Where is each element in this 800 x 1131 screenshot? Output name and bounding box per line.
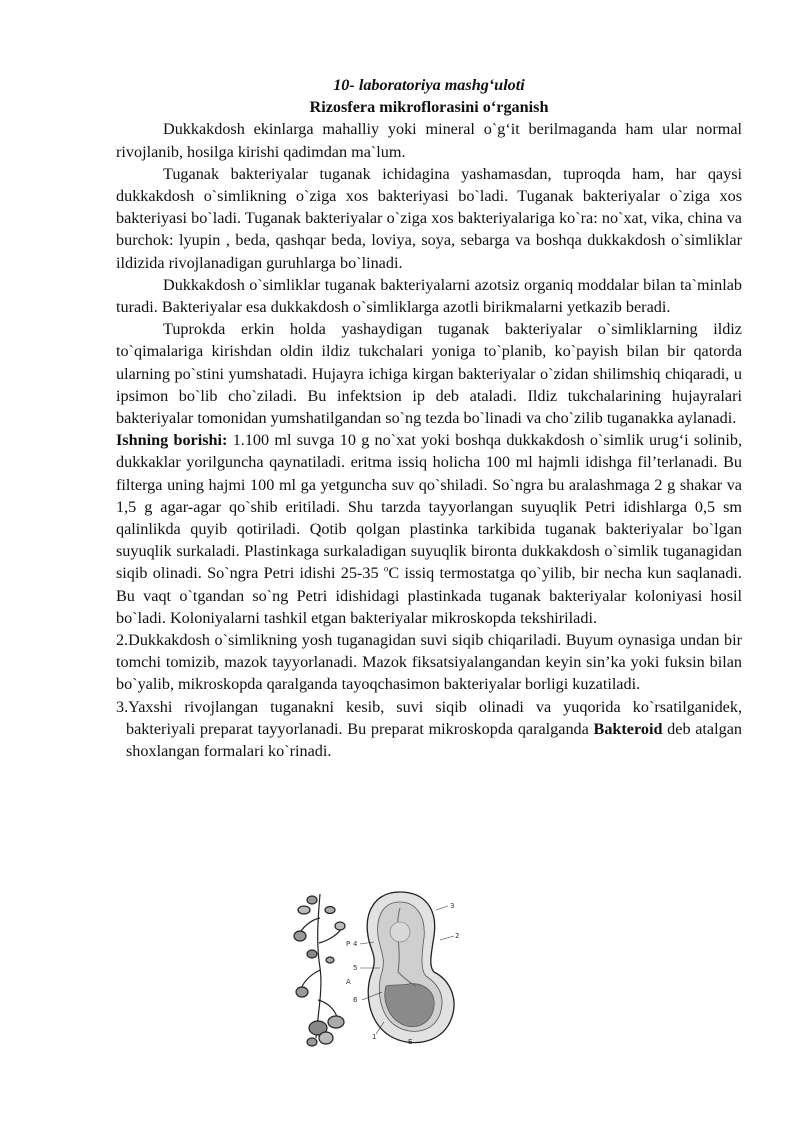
paragraph-3: Dukkakdosh o`simliklar tuganak bakteriyalarni azotsiz organiq moddalar bilan ta`minlab turadi. Bakteriyalar esa dukkakdosh o`simliklarga azotli birikmalarni yetkazib beradi. <box>116 275 742 317</box>
figure-label-r: Р <box>346 940 351 948</box>
paragraph-step-3 <box>116 696 742 763</box>
paragraph-2: Tuganak bakteriyalar tuganak ichidagina yashamasdan, tuproqda ham, har qaysi dukkakdosh o`simlikning o`ziga xos bakteriyasi bo`ladi. Tuganak bakteriyalar o`ziga xos bakteriyasi bo`ladi. Tuganak bakteriyalar o`ziga xos bakteriyalariga ko`ra: no`xat, vika, china va burchok: lyupin , beda, qashqar beda, loviya, soya, sebarga va boshqa dukkakdosh o`simliklar ildizida rivojlanadigan guruhlarga bo`linadi. <box>116 164 742 272</box>
lab-title: 10- laboratoriya mashg‘uloti <box>333 76 525 94</box>
document-body <box>116 74 742 762</box>
figure-label-a: А <box>346 978 351 986</box>
root-nodule-figure <box>290 888 470 1054</box>
nodule-section-drawing <box>346 892 459 1046</box>
figure-label-5: 5 <box>353 964 358 972</box>
procedure-text-b: C issiq termostatga qo`yilib, bir necha kun saqlanadi. Bu vaqt o`tgandan so`ng Petri idishidagi plastinkada tuganak bakteriyalar koloniyasi hosil bo`ladi. Koloniyalarni tashkil etgan bakteriyalar mikroskopda tekshiriladi. <box>116 564 742 627</box>
paragraph-step-2: 2.Dukkakdosh o`simlikning yosh tuganagidan suvi siqib chiqariladi. Buyum oynasiga undan bir tomchi tomizib, mazok tayyorlanadi. Mazok fiksatsiyalangandan keyin sin’ka yoki fuksin bilan bo`yalib, mikroskopda qaralganda tayoqchasimon bakteriyalar borligi kuzatiladi. <box>116 631 742 694</box>
lab-subtitle: Rizosfera mikroflorasini o‘rganish <box>309 98 549 117</box>
procedure-label: Ishning borishi: <box>116 431 228 450</box>
bakteroid-term: Bakteroid <box>593 719 663 738</box>
figure-label-4: 4 <box>353 940 358 948</box>
procedure-text-a: 1.100 ml suvga 10 g no`xat yoki boshqa dukkakdosh o`simlik urug‘i solinib, dukkaklar yorilguncha qaynatiladi. eritma issiq holicha 100 ml hajmli idishga fil’terlanadi. Bu filterga uning hajmi 100 ml ga yetguncha suv qo`shiladi. So`ngra bu aralashmaga 2 g shakar va 1,5 g agar-agar qo`shib eritiladi. Shu tarzda tayyorlangan suyuqlik Petri idishlarga 0,5 sm qalinlikda quyib qotiriladi. Qotib qolgan plastinka tarkibida tuganak bakteriyalar bo`lgan suyuqlik surkaladi. Plastinkaga surkaladigan suyuqlik bironta dukkakdosh o`simlik tuganagidan siqib olinadi. So`ngra Petri idishi 25-35 <box>116 431 742 583</box>
figure-label-b: Б <box>408 1038 413 1046</box>
paragraph-4: Tuprokda erkin holda yashaydigan tuganak bakteriyalar o`simliklarning ildiz to`qimalariga kirishdan oldin ildiz tukchalari yoniga to`planib, ko`payish bilan bir qatorda ularning po`stini yumshatadi. Hujayra ichiga kirgan bakteriyalar o`zidan shilimshiq chiqaradi, u ipsimon bo`lib cho`ziladi. Bu infektsion ip deb ataladi. Ildiz tukchalarining hujayralari bakteriyalar tomonidan yumshatilgandan so`ng tezda bo`linadi va cho`zilib tuganakka aylanadi. <box>116 320 742 428</box>
figure-label-6: 6 <box>353 996 358 1004</box>
figure-label-2: 2 <box>455 932 460 940</box>
figure-label-1: 1 <box>372 1033 377 1041</box>
paragraph-1: Dukkakdosh ekinlarga mahalliy yoki mineral o`g‘it berilmaganda ham ular normal rivojlanib, hosilga kirishi qadimdan ma`lum. <box>116 120 742 161</box>
degree-sign: o <box>383 564 389 575</box>
step-3-text-a: 3.Yaxshi rivojlangan tuganakni kesib, suvi siqib olinadi va yuqorida ko`rsatilganidek, bakteriyali preparat tayyorlanadi. Bu preparat mikroskopda qaralganda <box>116 697 742 738</box>
figure-label-3: 3 <box>450 902 455 910</box>
step-3-text-b: deb atalgan shoxlangan formalari ko`rinadi. <box>126 719 742 761</box>
root-nodules-drawing <box>294 894 345 1046</box>
paragraph-procedure <box>116 429 742 629</box>
